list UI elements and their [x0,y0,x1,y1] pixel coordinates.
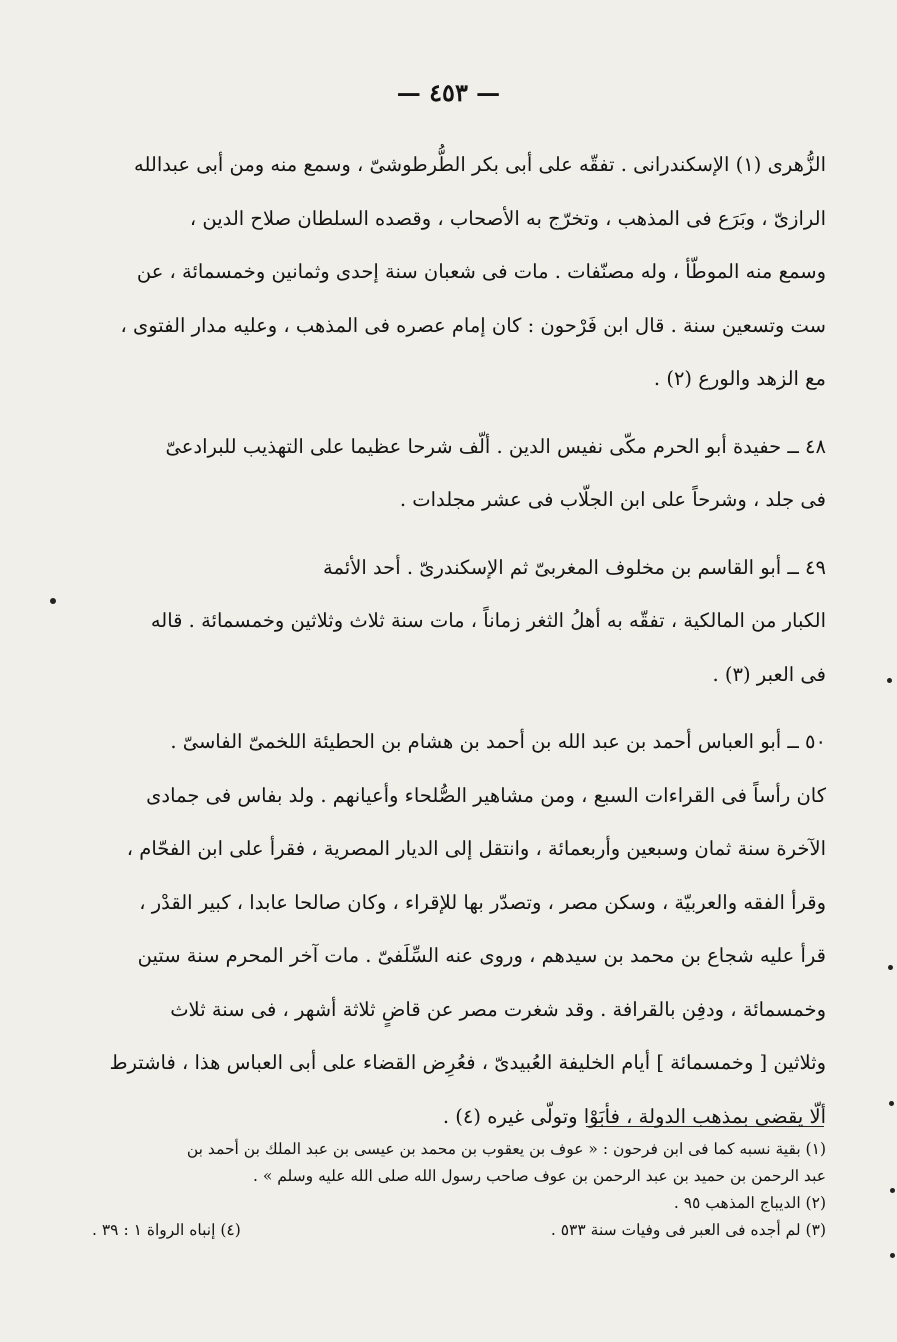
scan-speck [890,1253,895,1258]
text-line: وقرأ الفقه والعربيّة ، وسكن مصر ، وتصدّر بها للإقراء ، وكان صالحا عابدا ، كبير القدْر ، [139,890,826,914]
scan-speck [887,678,892,683]
footnote-2: (٢) الديباج المذهب ٩٥ . [673,1194,826,1212]
text-line: فى جلد ، وشرحاً على ابن الجلّاب فى عشر مجلدات . [399,488,826,511]
body-text [92,138,826,1157]
text-line: كان رأساً فى القراءات السبع ، ومن مشاهير الصُّلحاء وأعيانهم . ولد بفاس فى جمادى [146,783,826,807]
entry-48 [92,420,826,527]
text-line: الآخرة سنة ثمان وسبعين وأربعمائة ، وانتقل إلى الديار المصرية ، فقرأ على ابن الفحّام ، [126,837,826,860]
footnote-4: (٤) إنباه الرواة ١ : ٣٩ . [92,1221,241,1239]
scan-speck [890,1188,895,1193]
entry-50 [92,715,826,1143]
text-line: ست وتسعين سنة . قال ابن فَرْحون : كان إمام عصره فى المذهب ، وعليه مدار الفتوى ، [120,313,826,337]
text-line: ٤٩ ــ أبو القاسم بن مخلوف المغربىّ ثم الإسكندرىّ . أحد الأئمة [323,555,826,579]
text-line: مع الزهد والورع (٢) . [653,367,826,390]
text-line: فى العبر (٣) . [712,662,826,686]
text-line: وثلاثين [ وخمسمائة ] أيام الخليفة العُبيدىّ ، فعُرِض القضاء على أبى العباس هذا ، فاشترط [109,1051,826,1074]
footnote-1-line-2: عبد الرحمن بن حميد بن عبد الرحمن بن عوف صاحب رسول الله صلى الله عليه وسلم » . [252,1167,826,1185]
page-number: — ٤٥٣ — [396,78,501,107]
footnote-3: (٣) لم أجده فى العبر فى وفيات سنة ٥٣٣ . [550,1221,826,1239]
footnote-divider [586,1126,824,1127]
footnote-1-line-1: (١) بقية نسبه كما فى ابن فرحون : « عوف بن يعقوب بن محمد بن عيسى بن عبد الملك بن أحمد بن [186,1140,826,1158]
paragraph-47-continued [92,138,826,406]
text-line: ٤٨ ــ حفيدة أبو الحرم مكّى نفيس الدين . ألّف شرحا عظيما على التهذيب للبرادعىّ [165,434,826,458]
text-line: ٥٠ ــ أبو العباس أحمد بن عبد الله بن أحمد بن هشام بن الحطيئة اللخمىّ الفاسىّ . [170,730,826,753]
scan-speck [889,1101,894,1106]
entry-49 [92,541,826,702]
text-line: الرازىّ ، وبَرَع فى المذهب ، وتخرّج به الأصحاب ، وقصده السلطان صلاح الدين ، [189,206,826,230]
text-line: قرأ عليه شجاع بن محمد بن سيدهم ، وروى عنه السِّلَفىّ . مات آخر المحرم سنة ستين [137,944,826,967]
text-line: الزُّهرى (١) الإسكندرانى . تفقّه على أبى بكر الطُّرطوشىّ ، وسمع منه ومن أبى عبدالله [133,153,826,176]
scan-speck [50,598,56,604]
text-line: وخمسمائة ، ودفِن بالقرافة . وقد شغرت مصر عن قاضٍ ثلاثة أشهر ، فى سنة ثلاث [170,997,826,1021]
footnotes [92,1136,826,1244]
text-line: الكبار من المالكية ، تفقّه به أهلُ الثغر زماناً ، مات سنة ثلاث وثلاثين وخمسمائة . قاله [150,609,826,632]
footnote-row-3-4 [92,1217,826,1244]
scan-speck [888,965,893,970]
text-line: ألّا يقضى بمذهب الدولة ، فأبَوْا وتولّى غيره (٤) . [442,1104,826,1128]
text-line: وسمع منه الموطّأ ، وله مصنّفات . مات فى شعبان سنة إحدى وثمانين وخمسمائة ، عن [136,260,826,283]
